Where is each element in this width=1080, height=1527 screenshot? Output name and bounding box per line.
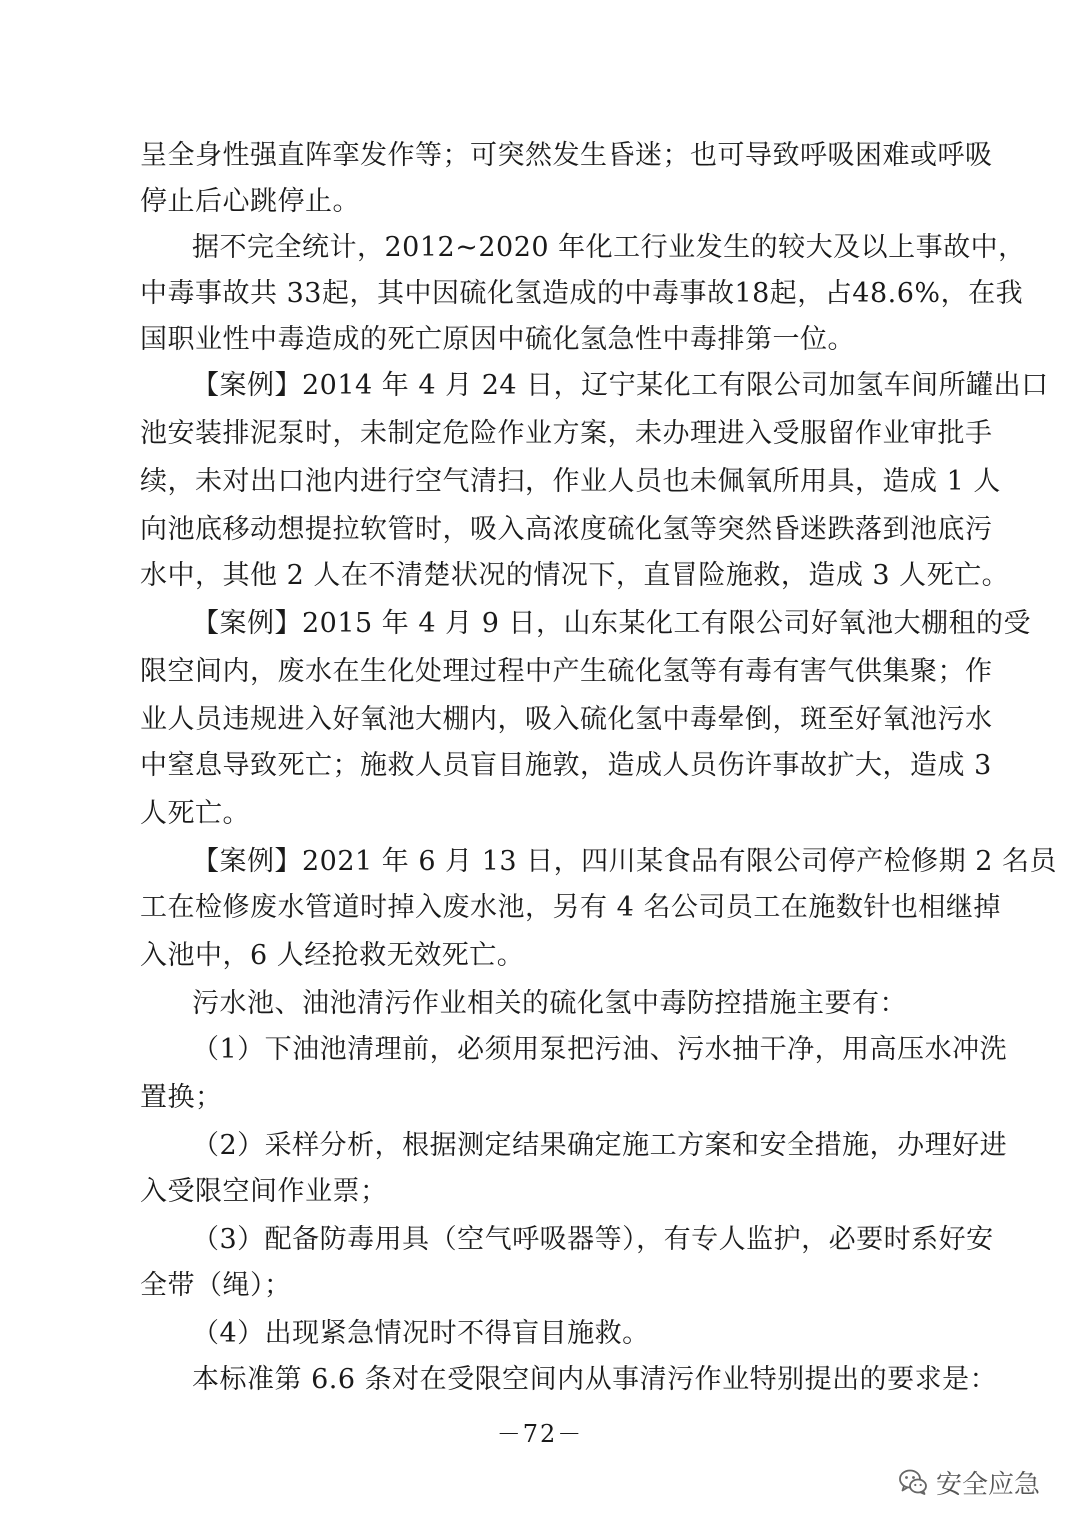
text-line: 入池中，6 人经抢救无效死亡。 — [140, 940, 525, 971]
text-line: 全带（绳）； — [140, 1270, 292, 1301]
text-line: 污水池、油池清污作业相关的硫化氢中毒防控措施主要有： — [192, 988, 907, 1019]
wechat-icon — [898, 1467, 928, 1497]
text-line: （1）下油池清理前，必须用泵把污油、污水抽干净，用高压水冲洗 — [192, 1034, 1008, 1065]
text-line: （2）采样分析，根据测定结果确定施工方案和安全措施，办理好进 — [192, 1130, 1008, 1161]
text-line: 中毒事故共 33起，其中因硫化氢造成的中毒事故18起，占48.6%，在我 — [140, 278, 1024, 309]
text-line: 【案例】2014 年 4 月 24 日，辽宁某化工有限公司加氢车间所罐出口 — [192, 370, 1049, 401]
text-line: 向池底移动想提拉软管时，吸入高浓度硫化氢等突然昏迷跌落到池底污 — [140, 514, 993, 545]
text-line: 入受限空间作业票； — [140, 1176, 388, 1207]
text-line: 中窒息导致死亡；施救人员盲目施敦，造成人员伤许事故扩大，造成 3 — [140, 750, 992, 781]
text-line: 续，未对出口池内进行空气清扫，作业人员也未佩氧所用具，造成 1 人 — [140, 466, 1001, 497]
text-line: （3）配备防毒用具（空气呼吸器等），有专人监护，必要时系好安 — [192, 1224, 994, 1255]
text-line: 停止后心跳停止。 — [140, 186, 360, 217]
text-line: 据不完全统计，2012~2020 年化工行业发生的较大及以上事故中， — [192, 232, 1026, 263]
text-line: 工在检修废水管道时掉入废水池，另有 4 名公司员工在施数针也相继掉 — [140, 892, 1001, 923]
text-line: 业人员违规进入好氧池大棚内，吸入硫化氢中毒晕倒，斑至好氧池污水 — [140, 704, 993, 735]
text-line: 本标准第 6.6 条对在受限空间内从事清污作业特别提出的要求是： — [192, 1364, 998, 1395]
watermark — [898, 1462, 1040, 1502]
text-line: 置换； — [140, 1082, 223, 1113]
text-line: 池安装排泥泵时，未制定危险作业方案，未办理进入受服留作业审批手 — [140, 418, 993, 449]
text-line: （4）出现紧急情况时不得盲目施救。 — [192, 1318, 650, 1349]
text-line: 国职业性中毒造成的死亡原因中硫化氢急性中毒排第一位。 — [140, 324, 855, 355]
text-line: 呈全身性强直阵挛发作等；可突然发生昏迷；也可导致呼吸困难或呼吸 — [140, 140, 993, 171]
text-line: 【案例】2015 年 4 月 9 日，山东某化工有限公司好氧池大棚租的受 — [192, 608, 1031, 639]
text-line: 【案例】2021 年 6 月 13 日，四川某食品有限公司停产检修期 2 名员 — [192, 846, 1058, 877]
watermark-text: 安全应急 — [935, 1469, 1040, 1500]
text-line: 水中，其他 2 人在不清楚状况的情况下，直冒险施救，造成 3 人死亡。 — [140, 560, 1010, 591]
text-line: 人死亡。 — [140, 798, 250, 829]
page-number: －72－ — [496, 1420, 584, 1448]
text-line: 限空间内，废水在生化处理过程中产生硫化氢等有毒有害气供集聚；作 — [140, 656, 993, 687]
